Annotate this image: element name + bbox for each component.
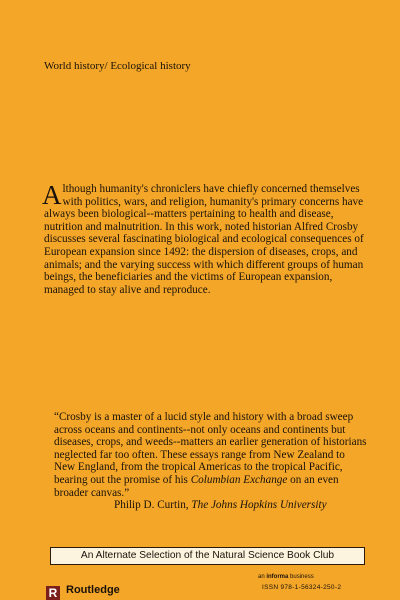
quote-text-before: “Crosby is a master of a lucid style and history with a broad sweep across oceans and continents--not only oceans and continents but diseases, crops, and weeds--matters an earlier generation of historians neglected far too often. These essays range from New Zealand to New England, from the tropical Americas to the tropical Pacific, bearing out the promise of his — [54, 411, 367, 486]
informa-brand: informa — [266, 574, 289, 580]
informa-business-tag — [258, 574, 314, 580]
quote-attribution — [114, 499, 327, 512]
quoted-book-title: Columbian Exchange — [190, 473, 288, 486]
drop-cap: A — [42, 180, 62, 210]
quote-text-after: on an even broader canvas.” — [54, 473, 339, 499]
description-blurb — [42, 180, 364, 296]
review-quote — [54, 411, 368, 499]
routledge-logo-icon: R — [46, 586, 60, 600]
quote-author: Philip D. Curtin, — [114, 499, 192, 511]
category-label: World history/ Ecological history — [44, 60, 191, 72]
isbn-label: ISSN 978-1-56324-250-2 — [262, 584, 342, 591]
publisher-name: Routledge — [66, 584, 120, 596]
informa-prefix: an — [258, 574, 267, 580]
blurb-text: lthough humanity's chroniclers have chiefly concerned themselves with politics, wars, and religion, humanity's primary concerns have always been biological--matters pertaining to health and disease, nutrition and malnutrition. In this work, noted historian Alfred Crosby discusses several fascinating biological and ecological consequences of European expansion since 1492: the dispersion of diseases, crops, and animals; and the varying success with which different groups of human beings, the beneficiaries and the victims of European expansion, managed to stay alive and reproduce. — [44, 183, 364, 296]
book-club-banner: An Alternate Selection of the Natural Science Book Club — [50, 547, 365, 565]
quote-text — [54, 411, 368, 499]
informa-suffix: business — [288, 574, 314, 580]
quote-affiliation: The Johns Hopkins University — [191, 499, 327, 511]
